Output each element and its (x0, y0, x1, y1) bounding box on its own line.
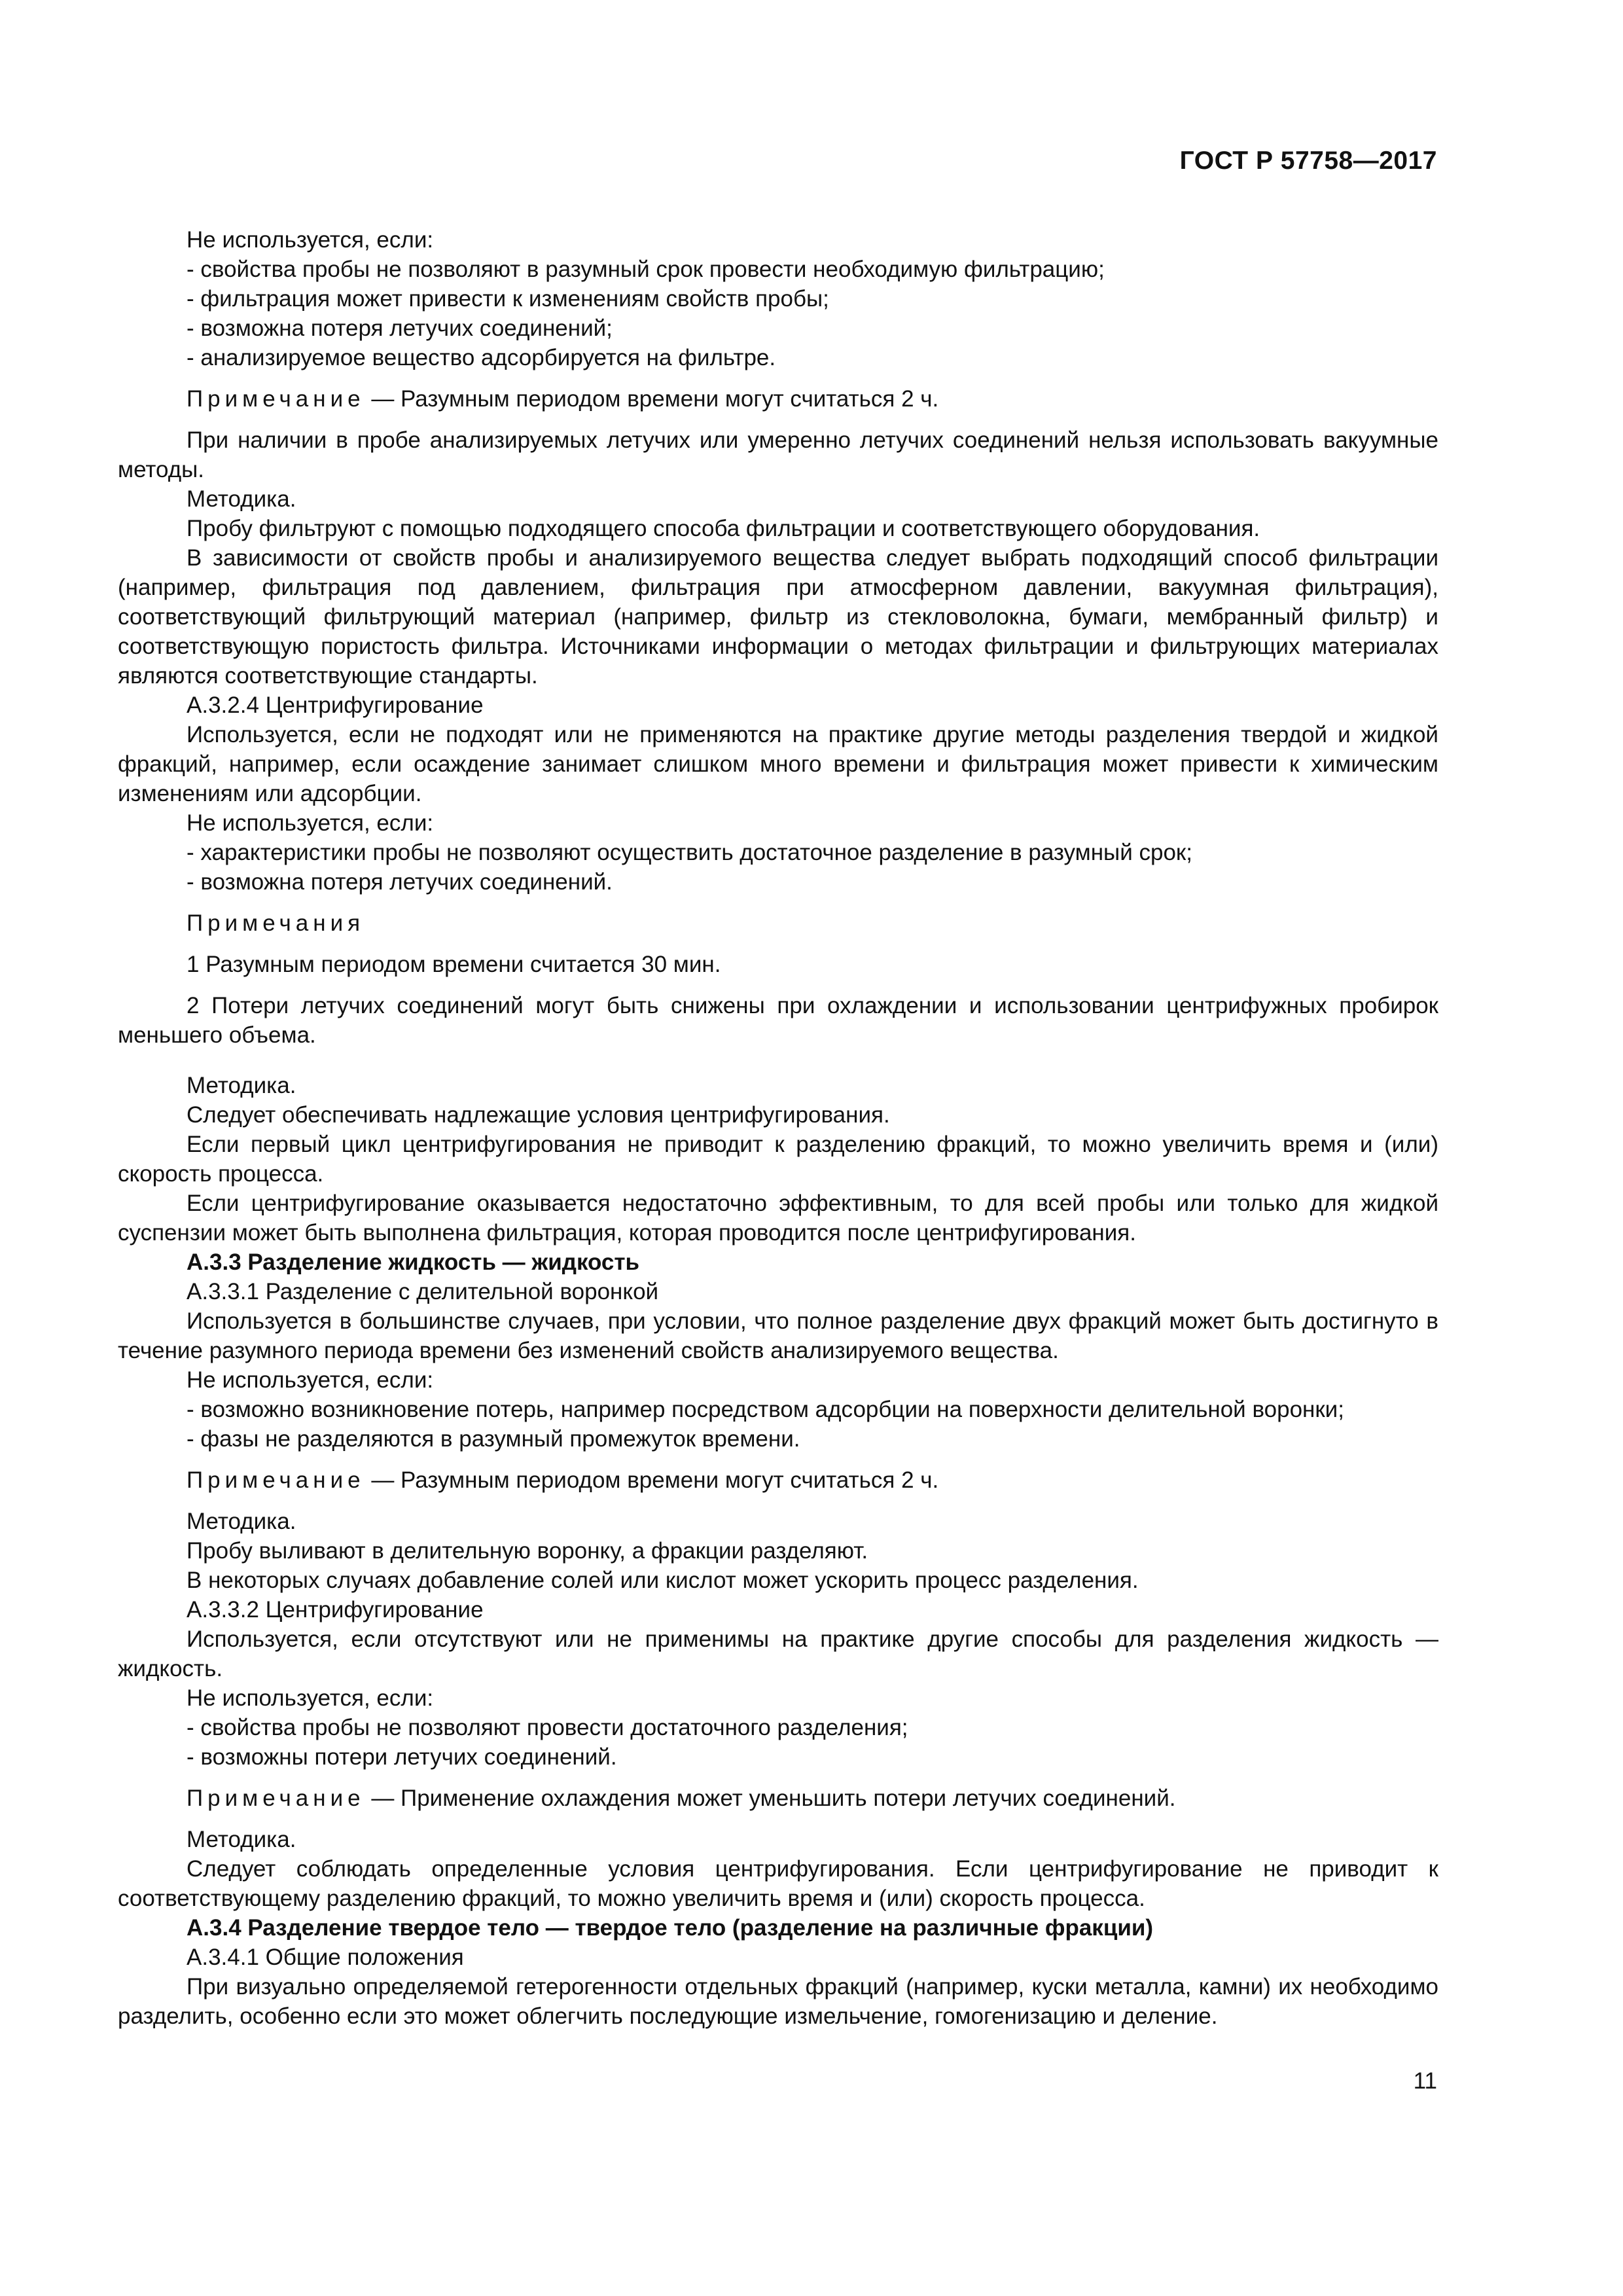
paragraph: В некоторых случаях добавление солей или кислот может ускорить процесс разделения. (187, 1568, 1139, 1593)
paragraph: Используется в большинстве случаев, при условии, что полное разделение двух фракций может быть достигнуто в течение разумного периода времени без изменений свойств анализируемого вещества. (118, 1308, 1438, 1363)
method-label: Методика. (187, 1827, 296, 1852)
note-label: Примечания (187, 910, 365, 936)
paragraph: Следует соблюдать определенные условия центрифугирования. Если центрифугирование не приводит к соответствующему разделению фракций, то можно увеличить время и (или) скорость процесса. (118, 1856, 1438, 1911)
list-item: - возможны потери летучих соединений. (187, 1744, 617, 1770)
note (118, 1784, 1438, 1813)
paragraph: Пробу фильтруют с помощью подходящего способа фильтрации и соответствующего оборудования. (187, 516, 1260, 541)
method-label: Методика. (187, 1509, 296, 1534)
paragraph: В зависимости от свойств пробы и анализируемого вещества следует выбрать подходящий способ фильтрации (например, фильтрация под давлением, фильтрация при атмосферном давлении, вакуумная фильтрация), соответствующий фильтрующий материал (например, фильтр из стекловолокна, бумаги, мембранный фильтр) и соответствующую пористость фильтра. Источниками информации о методах фильтрации и фильтрующих материалах являются соответствующие стандарты. (118, 545, 1438, 689)
method-label: Методика. (187, 486, 296, 512)
paragraph: Если первый цикл центрифугирования не приводит к разделению фракций, то можно увеличить время и (или) скорость процесса. (118, 1132, 1438, 1187)
paragraph: Следует обеспечивать надлежащие условия центрифугирования. (187, 1102, 890, 1128)
note-text: — Разумным периодом времени могут считаться 2 ч. (365, 386, 939, 412)
list-item: - возможно возникновение потерь, например посредством адсорбции на поверхности делительной воронки; (187, 1397, 1344, 1422)
subsection-heading: А.3.3.1 Разделение с делительной воронкой (187, 1279, 659, 1304)
subsection-heading: А.3.3.2 Центрифугирование (187, 1597, 484, 1623)
list-intro: Не используется, если: (187, 227, 434, 253)
list-item: - анализируемое вещество адсорбируется на фильтре. (187, 345, 776, 370)
subsection-heading: А.3.4.1 Общие положения (187, 1945, 464, 1970)
note-item: 1 Разумным периодом времени считается 30 мин. (187, 952, 721, 977)
list-intro: Не используется, если: (187, 810, 434, 836)
notes-heading (118, 908, 1438, 938)
note-label: Примечание (187, 1467, 365, 1493)
list-intro: Не используется, если: (187, 1367, 434, 1393)
note-label: Примечание (187, 1785, 365, 1811)
method-label: Методика. (187, 1073, 296, 1098)
list-item: - фильтрация может привести к изменениям свойств пробы; (187, 286, 829, 312)
paragraph: Пробу выливают в делительную воронку, а фракции разделяют. (187, 1538, 868, 1564)
paragraph: Если центрифугирование оказывается недостаточно эффективным, то для всей пробы или только для жидкой суспензии может быть выполнена фильтрация, которая проводится после центрифугирования. (118, 1191, 1438, 1246)
paragraph: Используется, если не подходят или не применяются на практике другие методы разделения твердой и жидкой фракций, например, если осаждение занимает слишком много времени и фильтрация может привести к химическим изменениям или адсорбции. (118, 722, 1438, 806)
note-text: — Разумным периодом времени могут считаться 2 ч. (365, 1467, 939, 1493)
list-item: - свойства пробы не позволяют в разумный срок провести необходимую фильтрацию; (187, 257, 1105, 282)
list-item: - возможна потеря летучих соединений. (187, 869, 613, 895)
note (118, 384, 1438, 414)
note-label: Примечание (187, 386, 365, 412)
list-item: - фазы не разделяются в разумный промежуток времени. (187, 1426, 800, 1452)
list-item: - свойства пробы не позволяют провести достаточного разделения; (187, 1715, 908, 1740)
section-heading: А.3.4 Разделение твердое тело — твердое тело (разделение на различные фракции) (187, 1915, 1154, 1941)
note-item: 2 Потери летучих соединений могут быть снижены при охлаждении и использовании центрифужных пробирок меньшего объема. (118, 993, 1438, 1048)
list-item: - возможна потеря летучих соединений; (187, 315, 613, 341)
section-heading: А.3.3 Разделение жидкость — жидкость (187, 1249, 640, 1275)
document-header: ГОСТ Р 57758—2017 (1179, 147, 1437, 175)
list-intro: Не используется, если: (187, 1685, 434, 1711)
page-number: 11 (1413, 2068, 1437, 2094)
section-heading: А.3.2.4 Центрифугирование (187, 692, 484, 718)
document-body (118, 225, 1438, 2031)
paragraph: При визуально определяемой гетерогенности отдельных фракций (например, куски металла, камни) их необходимо разделить, особенно если это может облегчить последующие измельчение, гомогенизацию и деление. (118, 1974, 1438, 2029)
paragraph: Используется, если отсутствуют или не применимы на практике другие способы для разделения жидкость — жидкость. (118, 1626, 1438, 1681)
note (118, 1465, 1438, 1495)
list-item: - характеристики пробы не позволяют осуществить достаточное разделение в разумный срок; (187, 840, 1192, 865)
note-text: — Применение охлаждения может уменьшить потери летучих соединений. (365, 1785, 1176, 1811)
paragraph: При наличии в пробе анализируемых летучих или умеренно летучих соединений нельзя использовать вакуумные методы. (118, 427, 1438, 482)
